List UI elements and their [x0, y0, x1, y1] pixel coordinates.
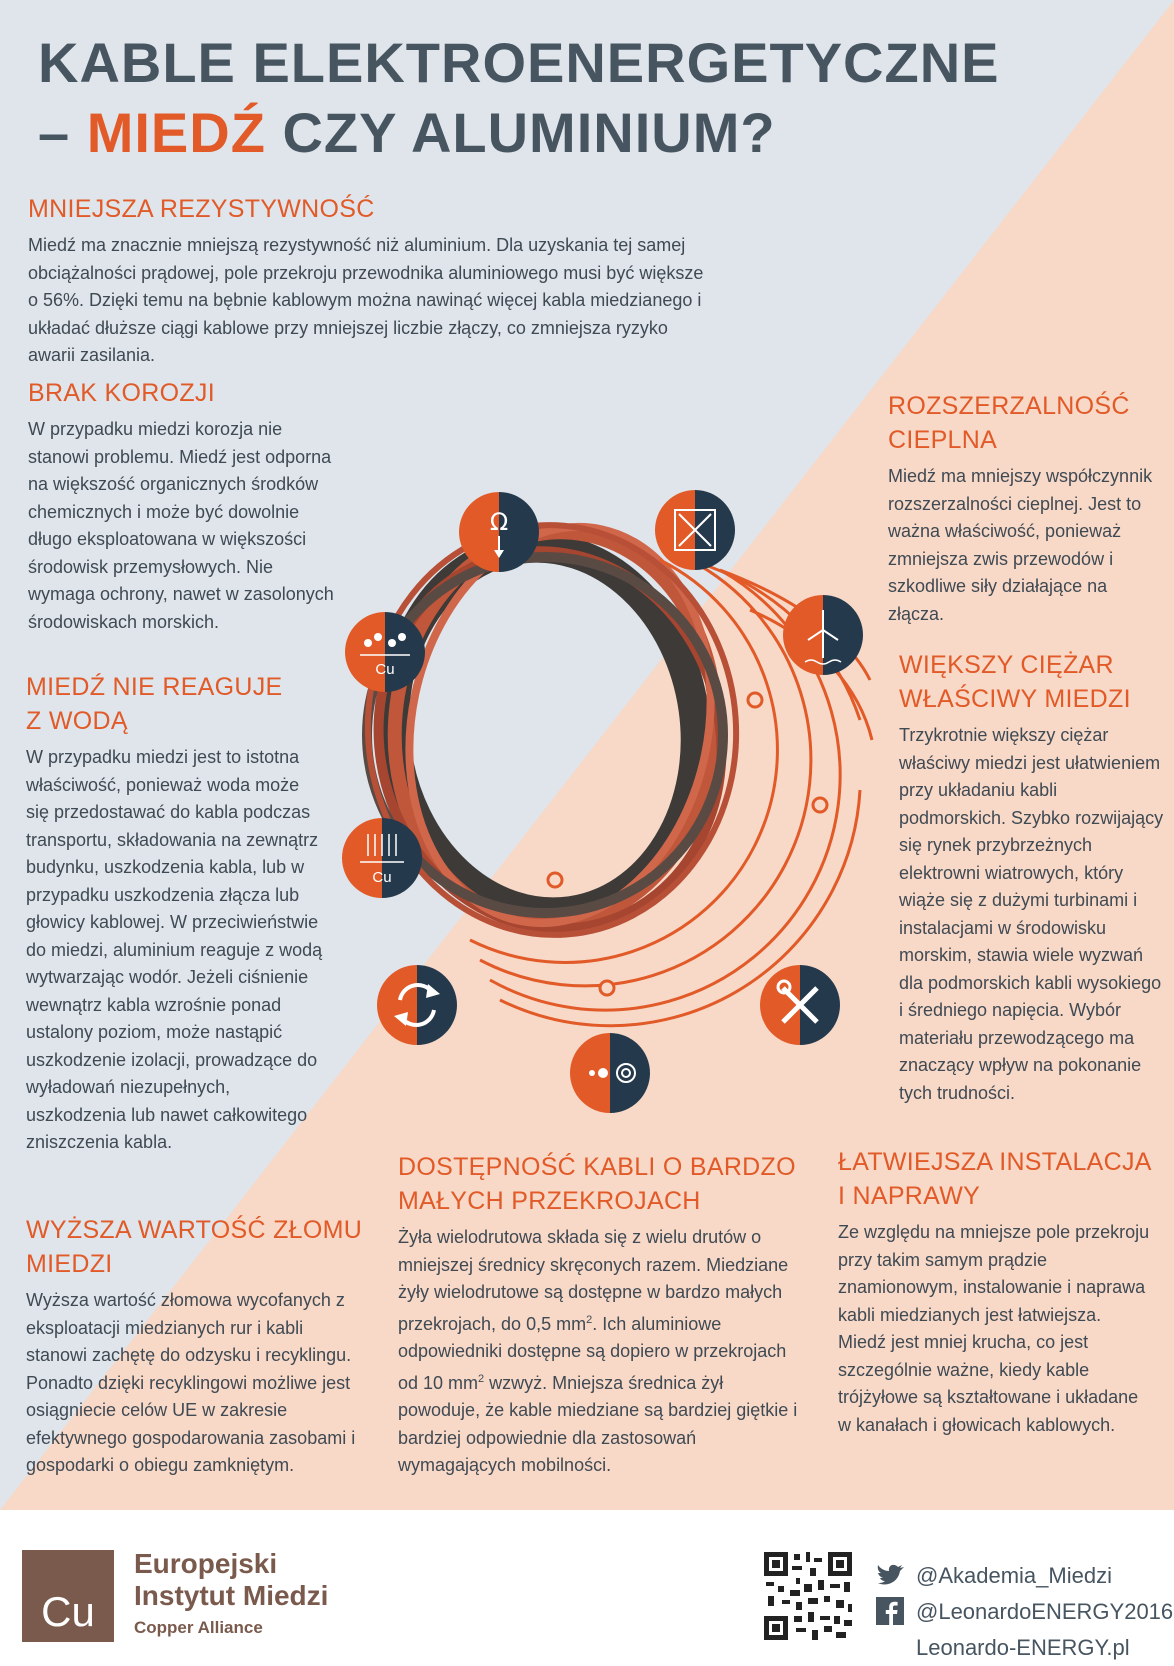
section-heading — [26, 1213, 366, 1281]
section-heading — [888, 389, 1164, 457]
section-heading — [26, 670, 326, 738]
website-link[interactable] — [916, 1630, 1173, 1666]
heading-line-2: CIEPLNA — [888, 426, 998, 454]
section-text: Miedź ma znacznie mniejszą rezystywność niż aluminium. Dla uzyskania tej samej obciążalności prądowej, pole przekroju przewodnika aluminiowego musi być większe o 56%. Dzięki temu na bębnie kablowym można nawinąć więcej kabla miedzianego i układać dłuższe ciągi kablowe przy mniejszej liczbie złączy, co zmniejsza ryzyko awarii zasilania. — [28, 235, 704, 365]
heading-line-1: MIEDŹ NIE REAGUJE — [26, 673, 283, 701]
section-heading — [398, 1150, 803, 1218]
thermal-expansion-icon — [655, 490, 735, 570]
org-line-3: Copper Alliance — [134, 1618, 263, 1637]
section-text: W przypadku miedzi korozja nie stanowi problemu. Miedź jest odporna na większość organicznych środków chemicznych i może być dowolnie długo eksploatowana w większości środowisk przemysłowych. Nie wymaga ochrony, nawet w zasolonych środowiskach morskich. — [28, 419, 334, 632]
section-heading — [899, 648, 1169, 716]
section-heading: BRAK KOROZJI — [28, 379, 215, 407]
heading-line-2: I NAPRAWY — [838, 1182, 981, 1210]
copper-logo — [22, 1550, 114, 1642]
heading-line-2: Z WODĄ — [26, 707, 128, 735]
svg-text:Ω: Ω — [489, 508, 509, 536]
heading-line-1: WIĘKSZY CIĘŻAR — [899, 651, 1114, 679]
org-line-1: Europejski — [134, 1548, 278, 1579]
twitter-link[interactable] — [876, 1558, 1173, 1594]
section-text: Trzykrotnie większy ciężar właściwy miedzi jest ułatwieniem przy układaniu kabli podmorskich. Szybko rozwijający się rynek przybrzeżnych elektrowni wiatrowych, który wiąże się z dużymi turbinami i instalacjami w środowisku morskim, stawia wiele wyzwań dla podmorskich kabli wysokiego i średniego napięcia. Wybór materiału przewodzącego ma znaczący wpływ na pokonanie tych trudności. — [899, 725, 1164, 1103]
title-line-2 — [38, 98, 1000, 168]
heading-line-1: ŁATWIEJSZA INSTALACJA — [838, 1148, 1152, 1176]
website-url: Leonardo-ENERGY.pl — [916, 1635, 1130, 1660]
text-part-c: wzwyż. Mniejsza średnica żył powoduje, że kable miedziane są bardziej giętkie i bardziej odpowiednie dla zastosowań wymagających mobilności. — [398, 1372, 798, 1475]
page-title — [38, 28, 1000, 168]
facebook-handle: @LeonardoENERGY2016 — [916, 1599, 1174, 1624]
section-przekroje — [398, 1150, 803, 1480]
organization-name — [134, 1548, 328, 1638]
water-icon — [342, 818, 422, 898]
section-text: Miedź ma mniejszy współczynnik rozszerzalności cieplnej. Jest to ważna właściwość, ponieważ zmniejsza zwis przewodów i szkodliwe siły działające na złącza. — [888, 466, 1153, 624]
wind-turbine-icon — [783, 595, 863, 675]
section-heading: MNIEJSZA REZYSTYWNOŚĆ — [28, 195, 375, 223]
section-woda — [26, 670, 326, 1157]
footer — [0, 1510, 1174, 1660]
qr-code-icon[interactable] — [762, 1550, 854, 1642]
svg-text:Cu: Cu — [375, 661, 395, 678]
superscript: 2 — [478, 1372, 485, 1385]
title-rest: CZY ALUMINIUM? — [265, 101, 776, 164]
facebook-icon — [876, 1597, 906, 1627]
section-ciezar — [899, 648, 1169, 1107]
heading-line-1: WYŻSZA WARTOŚĆ ZŁOMU — [26, 1216, 363, 1244]
cross-section-icon — [570, 1033, 650, 1113]
section-rezystywnosc — [28, 192, 718, 370]
section-zlom — [26, 1213, 366, 1480]
section-text: Wyższa wartość złomowa wycofanych z eksploatacji miedzianych rur i kabli stanowi zachętę do odzysku i recyklingu. Ponadto dzięki recyklingowi możliwe jest osiągniecie celów UE w zakresie efektywnego gospodarowania zasobami i gospodarki o obiegu zamkniętym. — [26, 1290, 356, 1475]
section-text — [398, 1224, 803, 1480]
title-line-1: KABLE ELEKTROENERGETYCZNE — [38, 31, 1000, 94]
twitter-icon — [876, 1563, 906, 1589]
superscript: 2 — [586, 1313, 593, 1326]
section-text: W przypadku miedzi jest to istotna właściwość, ponieważ woda może się przedostawać do kabla podczas transportu, składowania na zewnątrz budynku, uszkodzenia kabla, lub w przypadku uszkodzenia złącza lub głowicy kablowej. W przeciwieństwie do miedzi, aluminium reaguje z wodą wytwarzając wodór. Jeżeli ciśnienie wewnątrz kabla wzrośnie ponad ustalony poziom, może nastąpić uszkodzenie izolacji, prowadzące do wyładowań niezupełnych, uszkodzenia lub nawet całkowitego zniszczenia kabla. — [26, 747, 323, 1152]
heading-line-2: MAŁYCH PRZEKROJACH — [398, 1187, 701, 1215]
section-text: Ze względu na mniejsze pole przekroju przy takim samym prądzie znamionowym, instalowanie i naprawa kabli miedzianych jest łatwiejsza. Miedź jest mniej krucha, co jest szczególnie ważne, kiedy kable trójżyłowe są kształtowane i układane w kanałach i głowicach kablowych. — [838, 1222, 1150, 1435]
heading-line-1: ROZSZERZALNOŚĆ — [888, 392, 1130, 420]
title-dash: – — [38, 101, 87, 164]
section-instalacja — [838, 1145, 1153, 1439]
heading-line-2: WŁAŚCIWY MIEDZI — [899, 685, 1131, 713]
recycling-icon — [377, 965, 457, 1045]
resistivity-icon — [459, 492, 539, 572]
corrosion-icon — [345, 612, 425, 692]
section-rozszerzalnosc — [888, 389, 1164, 628]
heading-line-2: MIEDZI — [26, 1250, 113, 1278]
text-part-a: Żyła wielodrutowa składa się z wielu drutów o mniejszej średnicy skręconych razem. Miedziane żyły wielodrutowe są dostępne w bardzo małych przekrojach, do 0,5 mm — [398, 1227, 789, 1334]
section-korozja — [28, 376, 342, 636]
heading-line-1: DOSTĘPNOŚĆ KABLI O BARDZO — [398, 1153, 796, 1181]
twitter-handle: @Akademia_Miedzi — [916, 1563, 1112, 1588]
svg-text:Cu: Cu — [372, 869, 392, 886]
org-line-2: Instytut Miedzi — [134, 1580, 329, 1611]
text-part-b: . Ich aluminiowe odpowiedniki dostępne są dopiero w przekrojach od 10 mm — [398, 1313, 787, 1393]
title-accent: MIEDŹ — [86, 101, 266, 164]
tools-icon — [760, 965, 840, 1045]
section-heading — [838, 1145, 1153, 1213]
logo-symbol: Cu — [41, 1588, 95, 1635]
facebook-link[interactable] — [876, 1594, 1173, 1630]
